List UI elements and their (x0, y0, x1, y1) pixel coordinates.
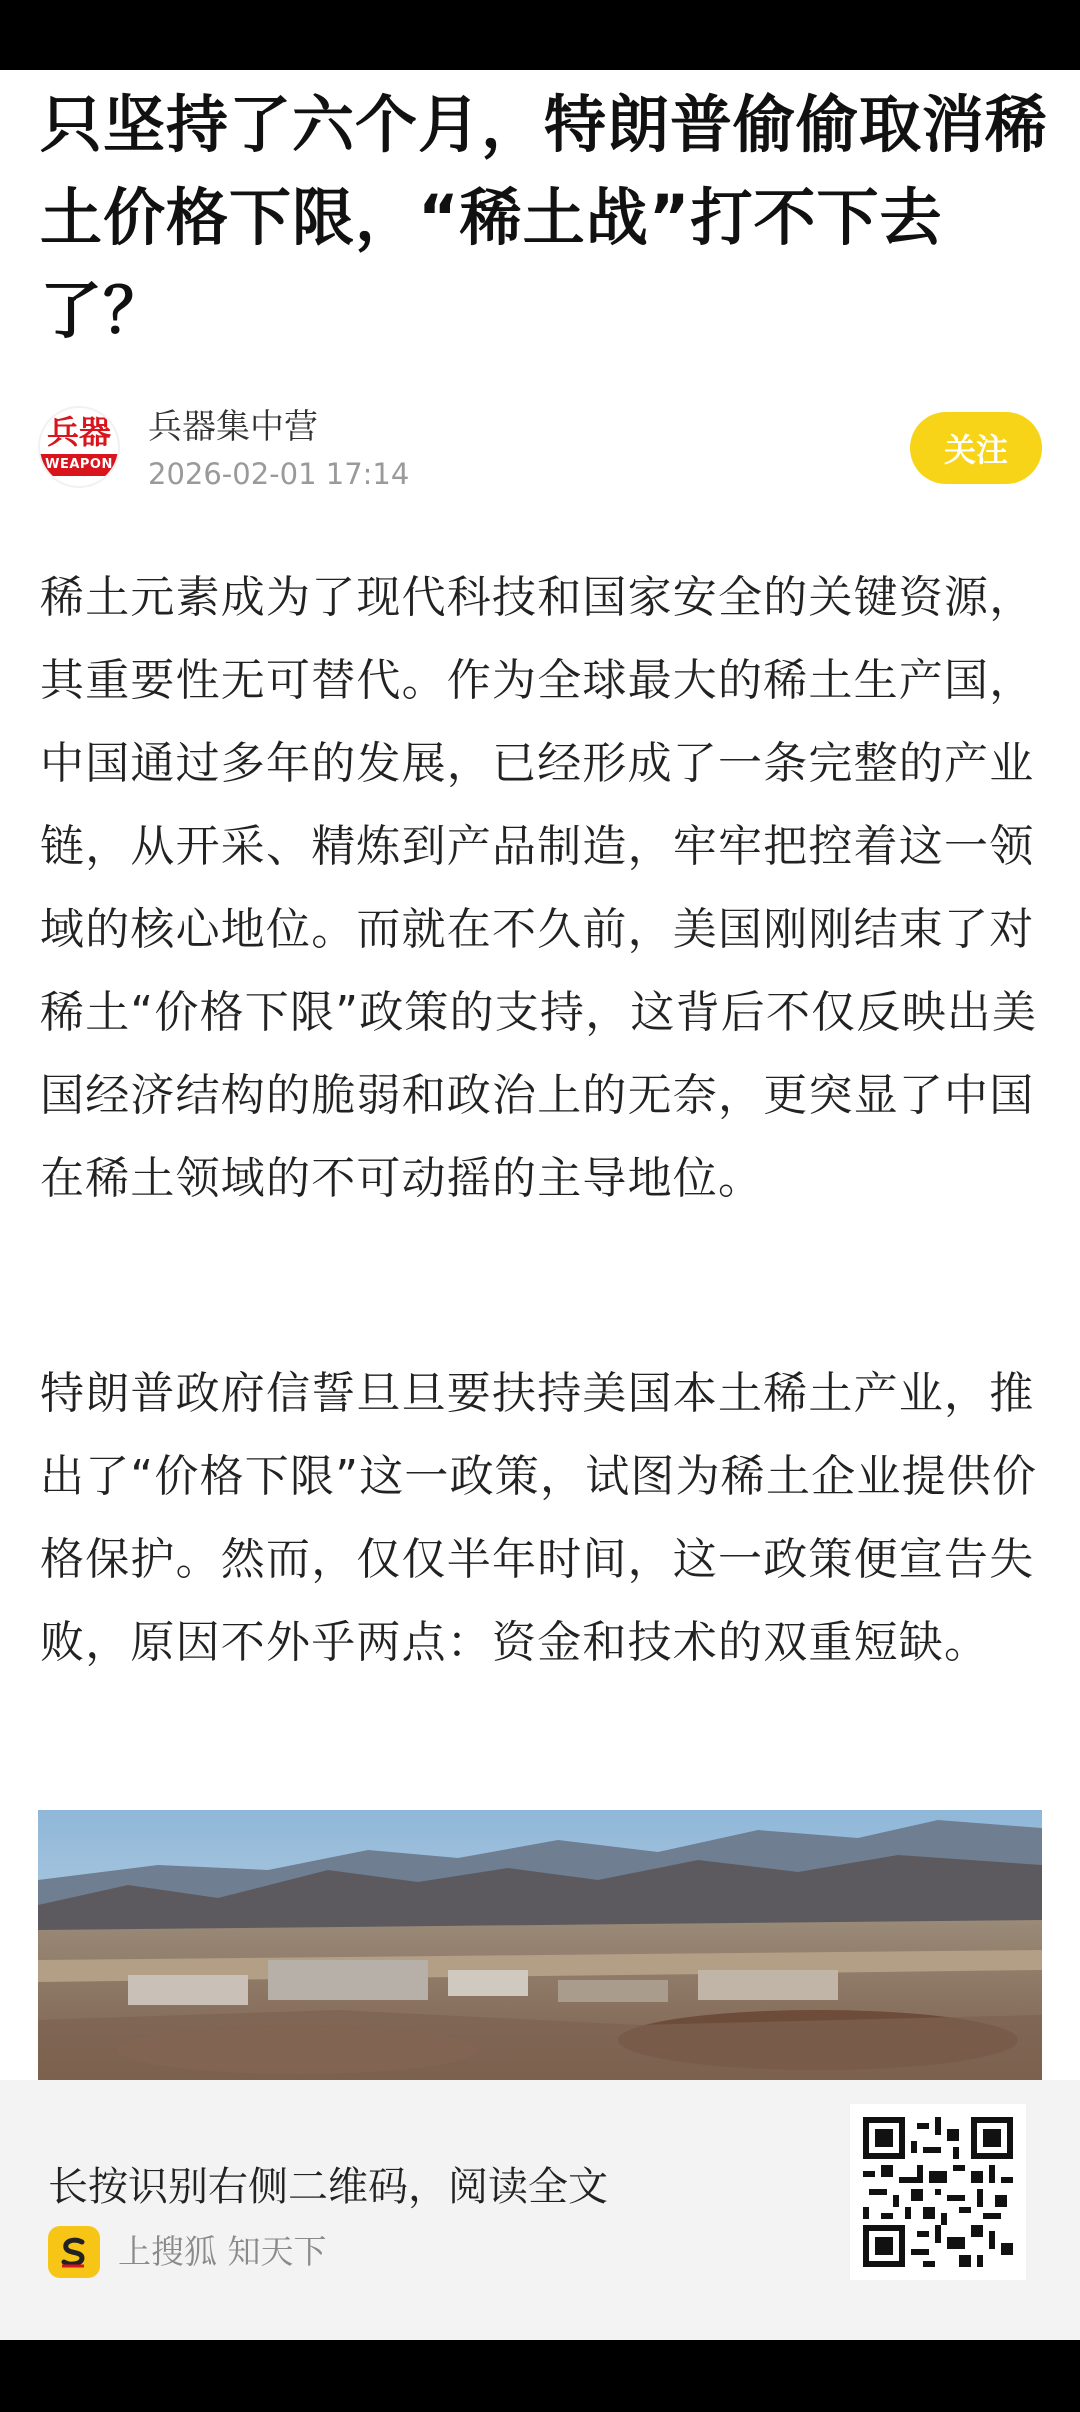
mine-landscape-image (38, 1810, 1042, 2082)
sohu-logo-icon (48, 2226, 100, 2278)
navigation-bar (0, 2340, 1080, 2412)
avatar-logo-text: 兵器 (46, 413, 111, 451)
share-footer (0, 2080, 1080, 2340)
brand-slogan: 上搜狐 知天下 (118, 2232, 327, 2271)
author-avatar[interactable] (38, 406, 120, 488)
article-title: 只坚持了六个月，特朗普偷偷取消稀土价格下限，“稀土战”打不下去了？ (40, 88, 1049, 347)
author-row (38, 400, 1042, 500)
status-bar (0, 0, 1080, 70)
publish-date: 2026-02-01 17:14 (148, 457, 410, 491)
author-name[interactable]: 兵器集中营 (148, 407, 318, 447)
article-paragraph-1: 稀土元素成为了现代科技和国家安全的关键资源，其重要性无可替代。作为全球最大的稀土生产国，中国通过多年的发展，已经形成了一条完整的产业链，从开采、精炼到产品制造，牢牢把控着这一领域的核心地位。而就在不久前，美国刚刚结束了对稀土“价格下限”政策的支持，这背后不仅反映出美国经济结构的脆弱和政治上的无奈，更突显了中国在稀土领域的不可动摇的主导地位。 (40, 572, 1038, 1204)
follow-button[interactable]: 关注 (910, 412, 1042, 484)
avatar-logo-band: WEAPON (40, 454, 118, 476)
qr-code[interactable] (850, 2104, 1026, 2280)
qr-prompt: 长按识别右侧二维码，阅读全文 (48, 2164, 608, 2210)
qr-code-image (863, 2117, 1013, 2267)
article-paragraph-2: 特朗普政府信誓旦旦要扶持美国本土稀土产业，推出了“价格下限”这一政策，试图为稀土企业提供价格保护。然而，仅仅半年时间，这一政策便宣告失败，原因不外乎两点：资金和技术的双重短缺。 (40, 1368, 1038, 1668)
article-image (38, 1810, 1042, 2082)
